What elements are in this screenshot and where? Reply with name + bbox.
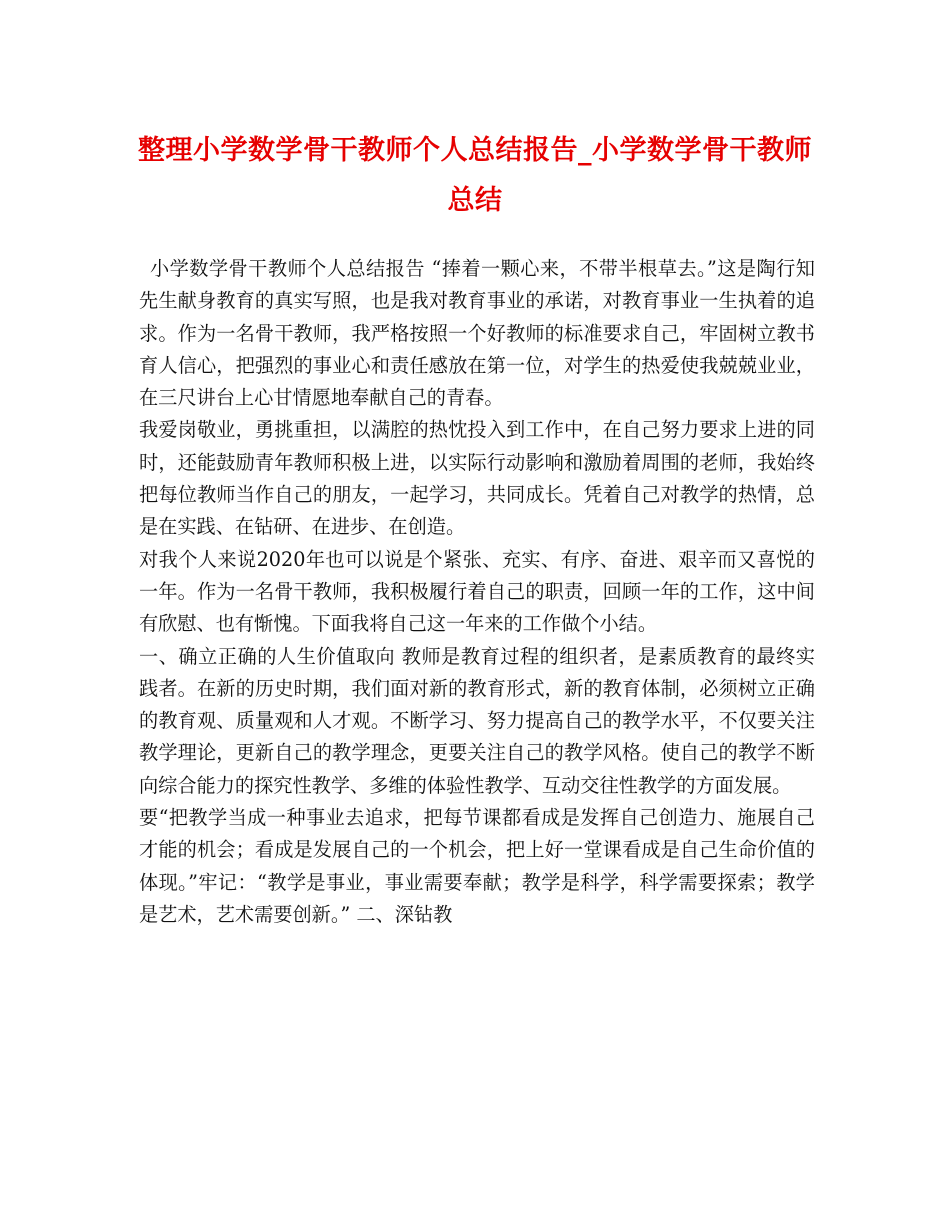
document-body xyxy=(139,253,815,931)
paragraph-year-review: 对我个人来说2020年也可以说是个紧张、充实、有序、奋进、艰辛而又喜悦的一年。作为一名骨干教师，我积极履行着自己的职责，回顾一年的工作，这中间有欣慰、也有惭愧。下面我将自己这一年来的工作做个小结。 xyxy=(139,547,815,636)
paragraph-intro: 小学数学骨干教师个人总结报告 “捧着一颗心来，不带半根草去。”这是陶行知先生献身教育的真实写照，也是我对教育事业的承诺，对教育事业一生执着的追求。作为一名骨干教师，我严格按照一个好教师的标准要求自己，牢固树立教书育人信心，把强烈的事业心和责任感放在第一位，对学生的热爱使我兢兢业业，在三尺讲台上心甘情愿地奉献自己的青春。 xyxy=(139,257,815,410)
document-title: 整理小学数学骨干教师个人总结报告_小学数学骨干教师总结 xyxy=(138,135,812,216)
paragraph-dedication: 我爱岗敬业，勇挑重担，以满腔的热忱投入到工作中，在自己努力要求上进的同时，还能鼓励青年教师积极上进，以实际行动影响和激励着周围的老师，我始终把每位教师当作自己的朋友，一起学习，共同成长。凭着自己对教学的热情，总是在实践、在钻研、在进步、在创造。 xyxy=(139,418,815,539)
paragraph-section-one: 一、确立正确的人生价值取向 教师是教育过程的组织者，是素质教育的最终实践者。在新的历史时期，我们面对新的教育形式，新的教育体制，必须树立正确的教育观、质量观和人才观。不断学习、努力提高自己的教学水平，不仅要关注教学理论，更新自己的教学理念，更要关注自己的教学风格。使自己的教学不断向综合能力的探究性教学、多维的体验性教学、互动交往性教学的方面发展。 xyxy=(139,644,815,797)
paragraph-teaching-career: 要“把教学当成一种事业去追求，把每节课都看成是发挥自己创造力、施展自己才能的机会；看成是发展自己的一个机会，把上好一堂课看成是自己生命价值的体现。”牢记：“教学是事业，事业需要奉献；教学是科学，科学需要探索；教学是艺术，艺术需要创新。” 二、深钻教 xyxy=(139,806,815,926)
